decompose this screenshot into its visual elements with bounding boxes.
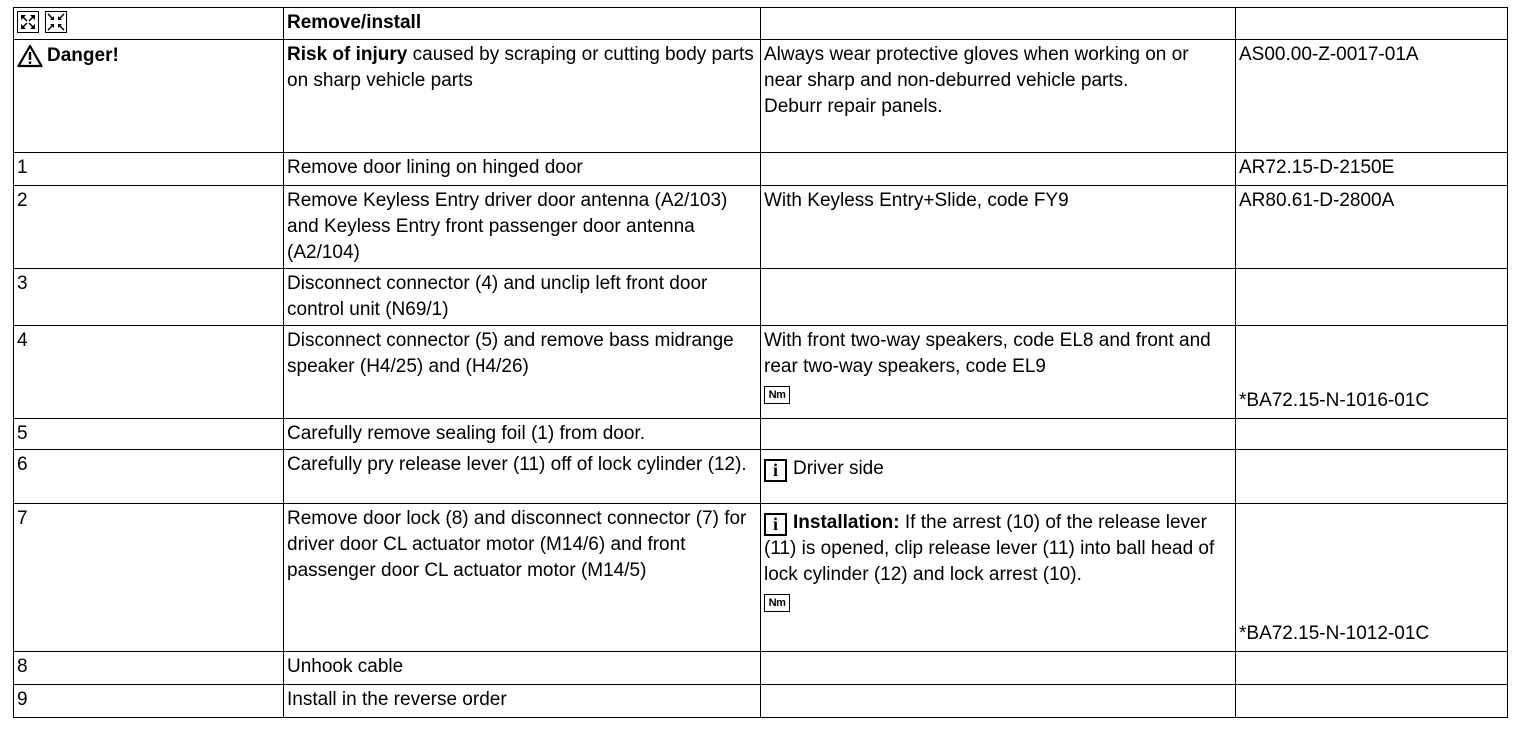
step-row <box>14 652 1508 685</box>
step-text: Remove Keyless Entry driver door antenna (A2/103) and Keyless Entry front passenger door antenna (A2/104) <box>284 186 761 269</box>
step-row <box>14 326 1508 419</box>
step-number: 8 <box>14 652 284 685</box>
step-row <box>14 419 1508 450</box>
danger-label-cell <box>14 40 284 153</box>
header-empty-cell <box>1236 8 1508 40</box>
step-note: With Keyless Entry+Slide, code FY9 <box>761 186 1236 269</box>
danger-measure-cell: Always wear protective gloves when working on or near sharp and non-deburred vehicle parts. Deburr repair panels. <box>761 40 1236 153</box>
step-text: Carefully pry release lever (11) off of lock cylinder (12). <box>284 450 761 504</box>
step-ref-link[interactable] <box>1236 419 1508 450</box>
step-note-cell <box>761 450 1236 504</box>
step-text: Remove door lock (8) and disconnect connector (7) for driver door CL actuator motor (M14/6) and front passenger door CL actuator motor (M14/5) <box>284 504 761 652</box>
step-row <box>14 504 1508 652</box>
step-note: With front two-way speakers, code EL8 and front and rear two-way speakers, code EL9 <box>764 330 1211 377</box>
installation-label: Installation: <box>793 512 900 533</box>
risk-heading: Risk of injury <box>287 44 408 65</box>
header-title: Remove/install <box>284 8 761 40</box>
step-text: Remove door lining on hinged door <box>284 153 761 186</box>
step-ref-link[interactable]: *BA72.15-N-1016-01C <box>1239 390 1430 411</box>
expand-icon[interactable] <box>17 11 39 33</box>
step-note-cell <box>761 504 1236 652</box>
step-number: 7 <box>14 504 284 652</box>
step-number: 9 <box>14 685 284 718</box>
step-row <box>14 186 1508 269</box>
step-note <box>761 269 1236 326</box>
collapse-icon[interactable] <box>45 11 67 33</box>
procedure-table <box>13 7 1508 718</box>
step-ref-link[interactable] <box>1236 652 1508 685</box>
step-text: Disconnect connector (4) and unclip left front door control unit (N69/1) <box>284 269 761 326</box>
step-text: Unhook cable <box>284 652 761 685</box>
step-note <box>761 153 1236 186</box>
step-note-cell <box>761 326 1236 419</box>
step-number: 5 <box>14 419 284 450</box>
step-text: Disconnect connector (5) and remove bass midrange speaker (H4/25) and (H4/26) <box>284 326 761 419</box>
step-ref-cell <box>1236 504 1508 652</box>
step-note: Driver side <box>793 458 884 479</box>
step-ref-link[interactable] <box>1236 450 1508 504</box>
danger-risk-cell <box>284 40 761 153</box>
step-row <box>14 685 1508 718</box>
header-icons-cell <box>14 8 284 40</box>
info-icon[interactable]: i <box>764 513 787 536</box>
header-row <box>14 8 1508 40</box>
step-note <box>761 685 1236 718</box>
torque-nm-icon[interactable]: Nm <box>764 594 790 612</box>
info-icon[interactable]: i <box>764 459 787 482</box>
step-ref-link[interactable]: AR80.61-D-2800A <box>1236 186 1508 269</box>
step-ref-link[interactable] <box>1236 269 1508 326</box>
risk-text: caused by scraping or cutting body parts on sharp vehicle parts <box>287 44 754 91</box>
step-number: 4 <box>14 326 284 419</box>
step-note <box>761 652 1236 685</box>
danger-row <box>14 40 1508 153</box>
danger-ref-link[interactable]: AS00.00-Z-0017-01A <box>1236 40 1508 153</box>
step-ref-cell <box>1236 326 1508 419</box>
danger-label: Danger! <box>47 45 119 66</box>
step-number: 1 <box>14 153 284 186</box>
step-note <box>761 419 1236 450</box>
header-empty-cell <box>761 8 1236 40</box>
step-text: Carefully remove sealing foil (1) from door. <box>284 419 761 450</box>
step-ref-link[interactable] <box>1236 685 1508 718</box>
step-note: If the arrest (10) of the release lever (11) is opened, clip release lever (11) into ball head of lock cylinder (12) and lock arrest (10). <box>764 512 1215 585</box>
torque-nm-icon[interactable]: Nm <box>764 386 790 404</box>
warning-triangle-icon <box>17 44 43 68</box>
step-number: 2 <box>14 186 284 269</box>
step-ref-link[interactable]: AR72.15-D-2150E <box>1236 153 1508 186</box>
step-number: 3 <box>14 269 284 326</box>
step-row <box>14 153 1508 186</box>
step-row <box>14 269 1508 326</box>
step-text: Install in the reverse order <box>284 685 761 718</box>
step-ref-link[interactable]: *BA72.15-N-1012-01C <box>1239 623 1430 644</box>
step-row <box>14 450 1508 504</box>
step-number: 6 <box>14 450 284 504</box>
